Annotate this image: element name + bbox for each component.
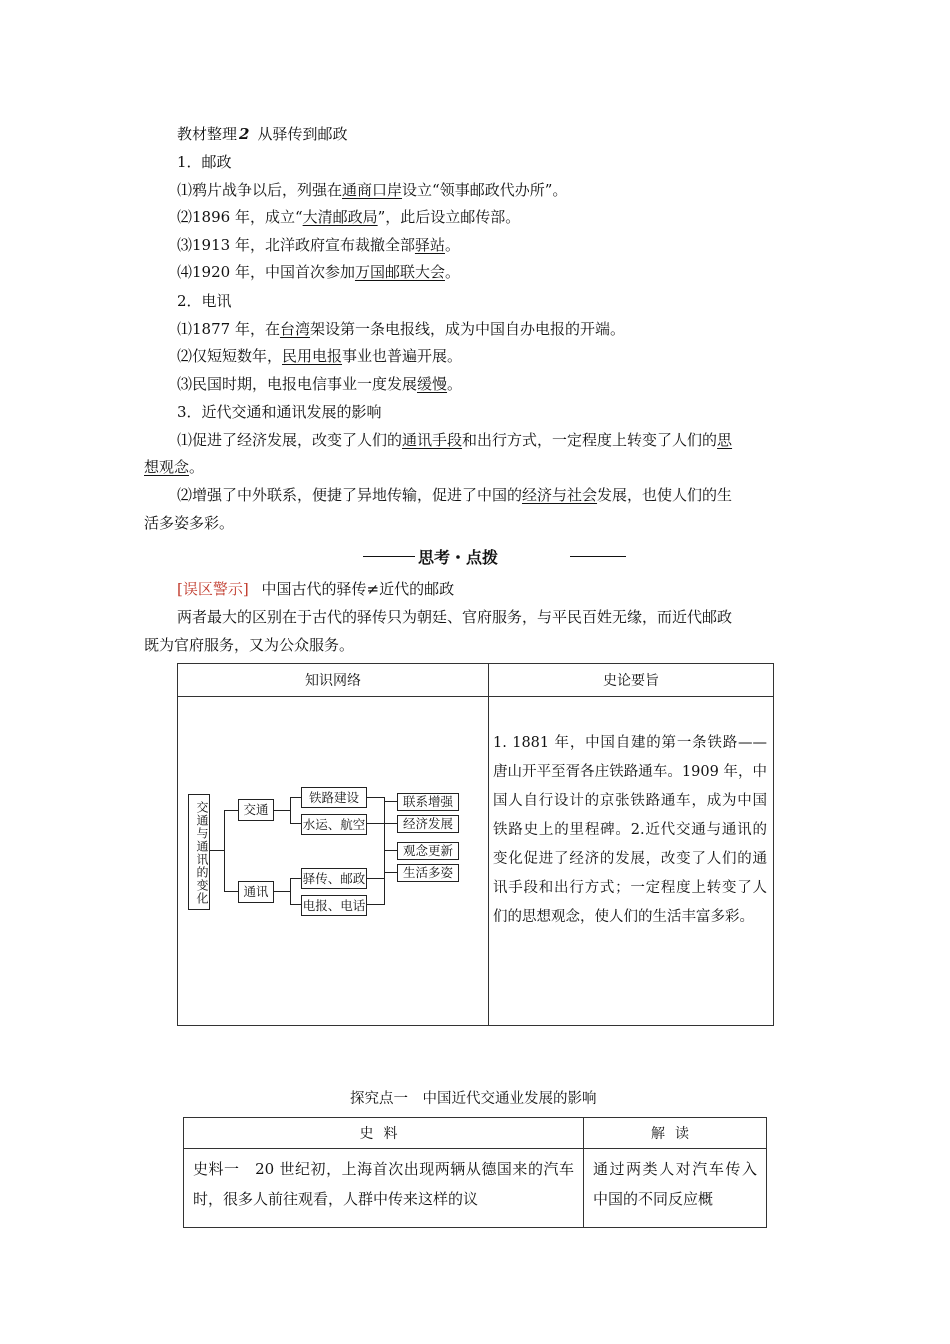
knowledge-diagram bbox=[186, 790, 486, 915]
connector bbox=[224, 810, 225, 892]
postal-item-2: ⑵1896 年，成立“大清邮政局”，此后设立邮传部。 bbox=[177, 208, 521, 226]
header-knowledge-network: 知识网络 bbox=[178, 664, 489, 697]
telegraph-item-3: ⑶民国时期，电报电信事业一度发展缓慢。 bbox=[177, 375, 463, 393]
section-title: 教材整理 2 从驿传到邮政 bbox=[177, 125, 348, 143]
connector bbox=[384, 872, 397, 873]
telegraph-item-1: ⑴1877 年，在台湾架设第一条电报线，成为中国自办电报的开端。 bbox=[177, 320, 625, 338]
out-ideas: 观念更新 bbox=[397, 842, 459, 860]
impact-item-2-line2: 活多姿多彩。 bbox=[144, 514, 235, 532]
leaf-courier-post: 驿传、邮政 bbox=[301, 868, 367, 889]
reading-cell bbox=[584, 1149, 767, 1228]
heading-telegraph: 2．电讯 bbox=[177, 292, 232, 310]
diagram-root: 交通与通讯的变化 bbox=[188, 794, 210, 910]
header-key-points: 史论要旨 bbox=[489, 664, 774, 697]
heading-impact: 3．近代交通和通讯发展的影响 bbox=[177, 403, 382, 421]
key-points-text: 1. 1881 年，中国自建的第一条铁路——唐山开平至胥各庄铁路通车。1909 年，中国人自行设计的京张铁路通车，成为中国铁路史上的里程碑。2.近代交通与通讯的变化促进了经济的发展，改变了人们的通讯手段和出行方式；一定程度上转变了人们的思想观念，使人们的生活丰富多彩。 bbox=[493, 735, 767, 925]
connector bbox=[224, 810, 238, 811]
out-economy: 经济发展 bbox=[397, 815, 459, 833]
branch-communication: 通讯 bbox=[238, 881, 274, 903]
branch-transport: 交通 bbox=[238, 799, 274, 821]
connector bbox=[384, 801, 397, 802]
header-reading: 解读 bbox=[584, 1118, 767, 1149]
connector bbox=[384, 823, 397, 824]
connector bbox=[290, 878, 301, 879]
warning-heading bbox=[177, 578, 454, 599]
material-text: 史料一 20 世纪初，上海首次出现两辆从德国来的汽车时，很多人前往观看，人群中传来这样的议 bbox=[193, 1160, 574, 1208]
explore-table bbox=[183, 1117, 767, 1228]
connector bbox=[273, 891, 290, 892]
telegraph-item-2: ⑵仅短短数年，民用电报事业也普遍开展。 bbox=[177, 347, 463, 365]
leaf-telegraph-phone: 电报、电话 bbox=[301, 895, 367, 916]
connector bbox=[210, 850, 224, 851]
warning-tag: [误区警示] bbox=[177, 580, 249, 598]
connector bbox=[224, 891, 238, 892]
divider-title: 思考・点拨 bbox=[418, 548, 499, 567]
leaf-water-air: 水运、航空 bbox=[301, 814, 367, 835]
postal-item-4: ⑷1920 年，中国首次参加万国邮联大会。 bbox=[177, 263, 460, 281]
header-material: 史料 bbox=[184, 1118, 584, 1149]
connector bbox=[290, 878, 291, 905]
connector bbox=[366, 878, 384, 879]
divider-left bbox=[363, 556, 415, 557]
connector bbox=[366, 797, 384, 798]
connector bbox=[273, 810, 290, 811]
connector bbox=[384, 797, 385, 905]
postal-item-1: ⑴鸦片战争以后，列强在通商口岸设立“领事邮政代办所”。 bbox=[177, 181, 568, 199]
divider-right bbox=[570, 556, 626, 557]
impact-item-1-line2: 想观念。 bbox=[144, 458, 205, 476]
reading-text: 通过两类人对汽车传入中国的不同反应概 bbox=[593, 1160, 757, 1208]
connector bbox=[290, 797, 291, 824]
postal-item-3: ⑶1913 年，北洋政府宣布裁撤全部驿站。 bbox=[177, 236, 460, 254]
warning-line-2: 既为官府服务，又为公众服务。 bbox=[144, 636, 355, 654]
explore-title: 探究点一 中国近代交通业发展的影响 bbox=[350, 1091, 597, 1107]
connector bbox=[290, 823, 301, 824]
out-life: 生活多姿 bbox=[397, 864, 459, 882]
heading-postal: 1．邮政 bbox=[177, 153, 232, 171]
connector bbox=[366, 904, 384, 905]
out-connection: 联系增强 bbox=[397, 793, 459, 811]
warning-title: 中国古代的驿传≠近代的邮政 bbox=[261, 580, 455, 598]
connector bbox=[290, 904, 301, 905]
material-cell bbox=[184, 1149, 584, 1228]
connector bbox=[384, 850, 397, 851]
impact-item-2-line1: ⑵增强了中外联系，便捷了异地传输，促进了中国的经济与社会发展，也使人们的生 bbox=[177, 486, 733, 504]
connector bbox=[366, 823, 384, 824]
connector bbox=[290, 797, 301, 798]
warning-line-1: 两者最大的区别在于古代的驿传只为朝廷、官府服务，与平民百姓无缘，而近代邮政 bbox=[177, 608, 733, 626]
impact-item-1-line1: ⑴促进了经济发展，改变了人们的通讯手段和出行方式，一定程度上转变了人们的思 bbox=[177, 431, 733, 449]
leaf-railway: 铁路建设 bbox=[301, 787, 367, 808]
